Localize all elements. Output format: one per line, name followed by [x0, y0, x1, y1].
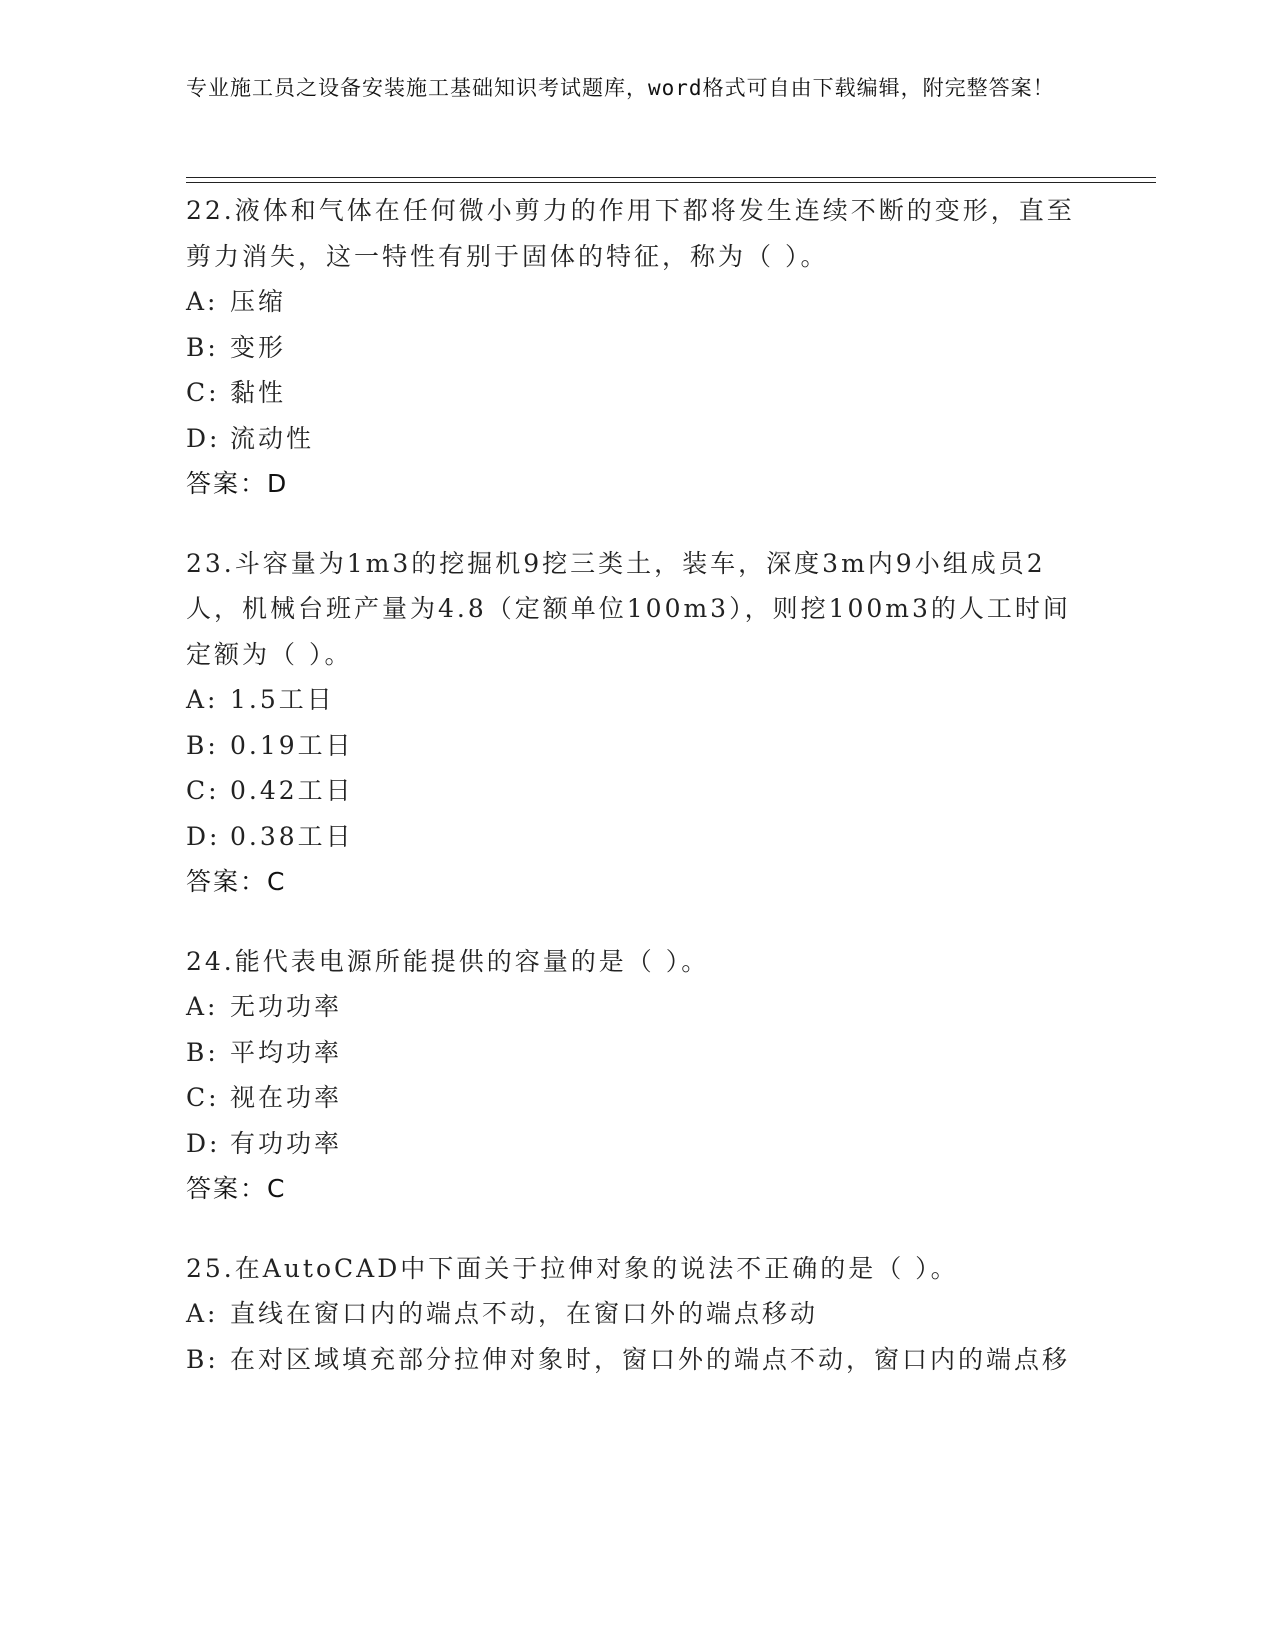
option-key: D: — [186, 821, 221, 851]
option-b — [186, 1030, 1086, 1076]
option-key: D: — [186, 1128, 221, 1158]
answer-line: 答案：D — [186, 469, 289, 498]
option-text: 1.5工日 — [230, 685, 335, 714]
option-key: C: — [186, 1083, 220, 1112]
option-text: 黏性 — [230, 378, 287, 407]
question-list — [186, 188, 1086, 1416]
question-24 — [186, 939, 1086, 1212]
option-a — [186, 984, 1086, 1030]
option-b — [186, 723, 1086, 769]
option-key: A: — [186, 992, 219, 1021]
option-key: A: — [186, 287, 219, 316]
option-text: 视在功率 — [230, 1083, 343, 1112]
option-d — [186, 1121, 1086, 1167]
question-22 — [186, 188, 1086, 507]
option-key: B: — [186, 1037, 219, 1067]
question-stem: 22.液体和气体在任何微小剪力的作用下都将发生连续不断的变形，直至剪力消失，这一特性有别于固体的特征，称为（ ）。 — [186, 196, 1075, 271]
document-header: 专业施工员之设备安装施工基础知识考试题库，word格式可自由下载编辑，附完整答案！ — [186, 76, 1055, 100]
option-d — [186, 416, 1086, 462]
option-text: 平均功率 — [230, 1037, 343, 1067]
option-text: 压缩 — [230, 287, 287, 316]
question-23 — [186, 541, 1086, 905]
option-c — [186, 370, 1086, 416]
option-d — [186, 814, 1086, 860]
option-key: B: — [186, 730, 219, 760]
option-c — [186, 1075, 1086, 1121]
option-text: 流动性 — [230, 423, 315, 453]
answer-line: 答案：C — [186, 867, 287, 896]
option-text: 0.19工日 — [230, 730, 354, 760]
header-divider-bottom — [186, 182, 1156, 183]
option-text: 变形 — [230, 332, 287, 362]
option-text: 0.38工日 — [230, 821, 354, 851]
question-stem: 23.斗容量为1m3的挖掘机9挖三类土，装车，深度3m内9小组成员2人，机械台班产量为4.8（定额单位100m3），则挖100m3的人工时间定额为（ ）。 — [186, 548, 1071, 669]
option-key: C: — [186, 378, 220, 407]
question-stem: 24.能代表电源所能提供的容量的是（ ）。 — [186, 946, 710, 976]
option-text: 直线在窗口内的端点不动，在窗口外的端点移动 — [230, 1299, 819, 1328]
answer-line: 答案：C — [186, 1174, 287, 1203]
option-text: 无功功率 — [230, 992, 343, 1021]
option-text: 0.42工日 — [230, 776, 354, 805]
option-a — [186, 1291, 1086, 1337]
option-text: 在对区域填充部分拉伸对象时，窗口外的端点不动，窗口内的端点移 — [230, 1344, 1071, 1374]
option-a — [186, 677, 1086, 723]
option-key: A: — [186, 685, 219, 714]
option-key: B: — [186, 332, 219, 362]
option-b — [186, 1337, 1086, 1383]
question-25 — [186, 1246, 1086, 1383]
option-text: 有功功率 — [230, 1128, 343, 1158]
header-divider-top — [186, 177, 1156, 178]
option-key: C: — [186, 776, 220, 805]
option-c — [186, 768, 1086, 814]
option-key: D: — [186, 423, 221, 453]
option-key: B: — [186, 1344, 219, 1374]
question-stem: 25.在AutoCAD中下面关于拉伸对象的说法不正确的是（ ）。 — [186, 1253, 959, 1283]
option-key: A: — [186, 1299, 219, 1328]
option-b — [186, 325, 1086, 371]
option-a — [186, 279, 1086, 325]
